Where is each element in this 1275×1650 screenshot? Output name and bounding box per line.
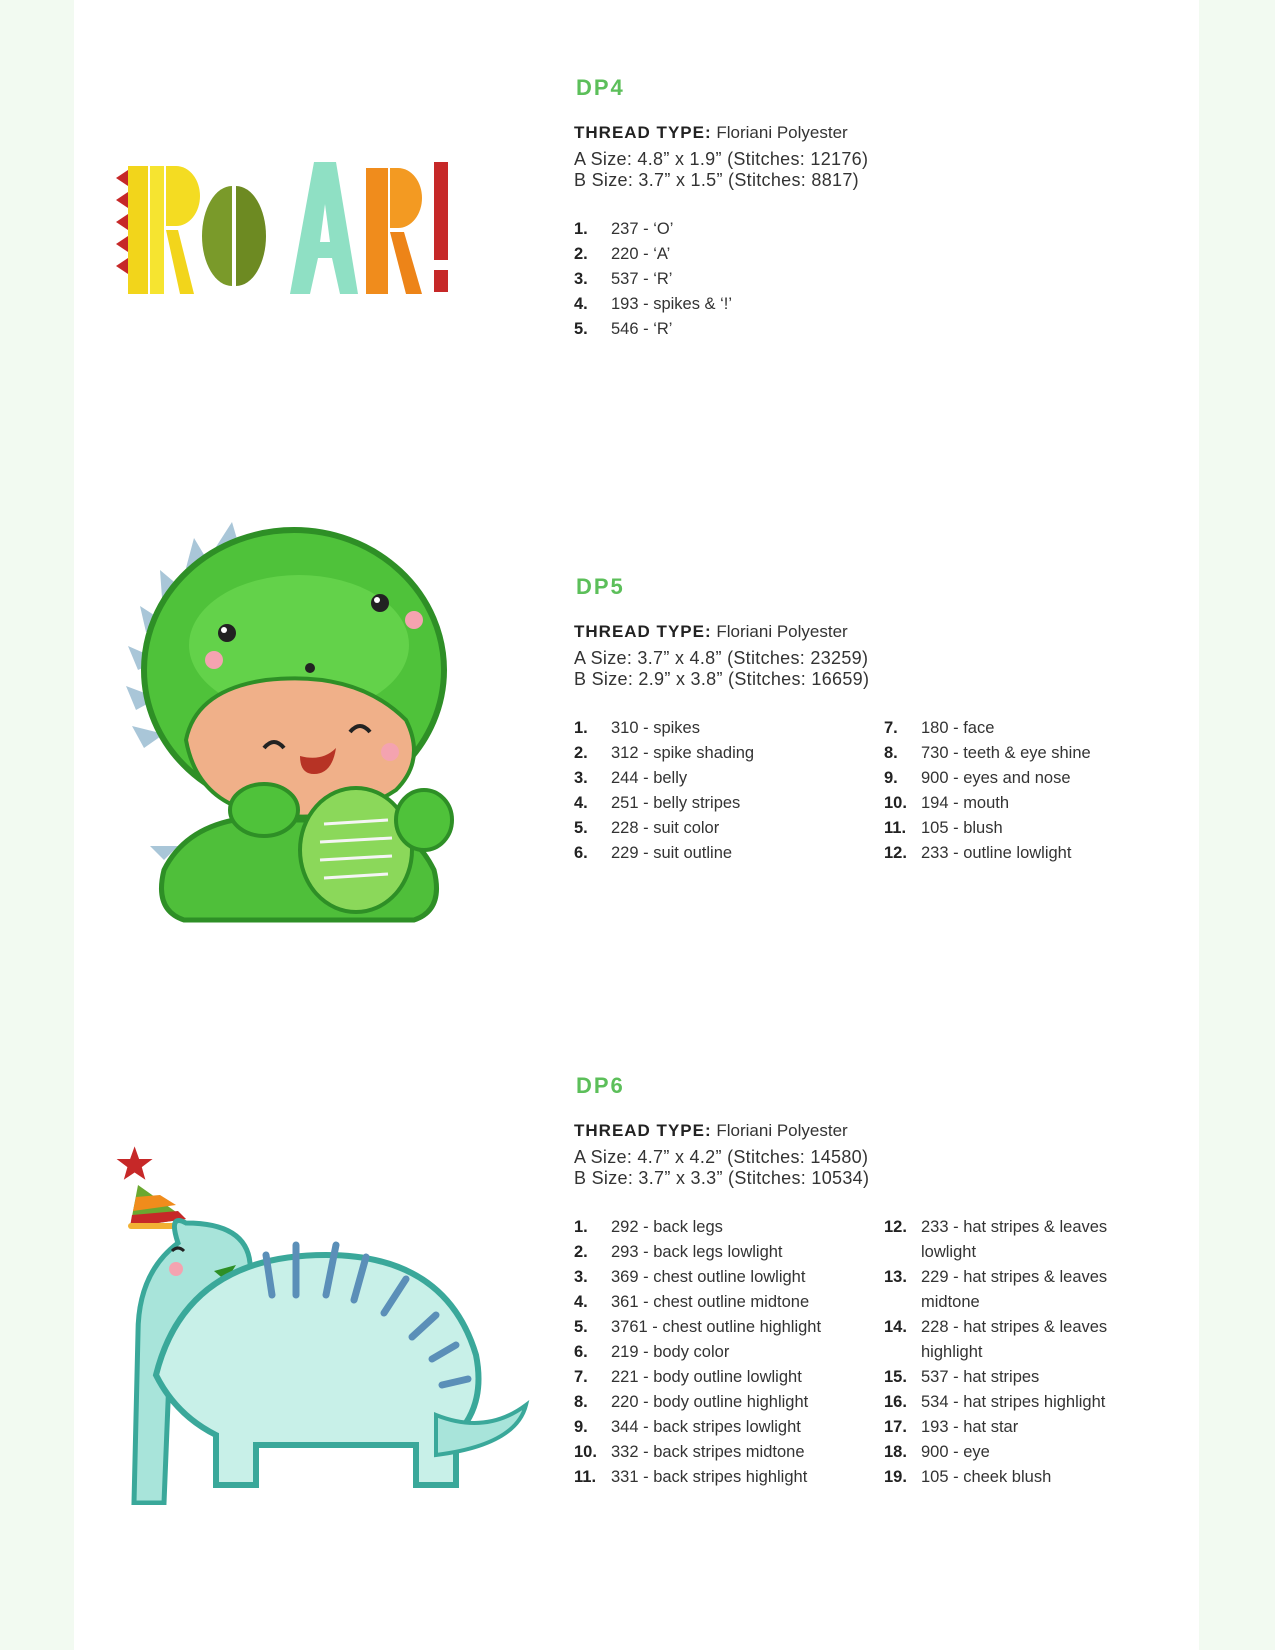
thread-type-label: THREAD TYPE:	[574, 123, 712, 142]
star-icon	[117, 1146, 153, 1179]
exclamation-red	[434, 162, 448, 292]
list-item: 11. 105 - blush	[884, 819, 1003, 837]
list-item: 17. 193 - hat star	[884, 1418, 1019, 1436]
thread-type-value: Floriani Polyester	[716, 622, 848, 641]
list-item: 1. 292 - back legs	[574, 1218, 723, 1236]
list-item: 13. 229 - hat stripes & leaves midtone	[884, 1268, 1108, 1311]
size-a: A Size: 4.8” x 1.9” (Stitches: 12176)	[574, 149, 869, 169]
list-item: 3. 244 - belly	[574, 769, 688, 787]
page	[74, 0, 1199, 1650]
list-item: 9. 900 - eyes and nose	[884, 769, 1071, 787]
thread-type	[574, 123, 884, 143]
list-item: 11. 331 - back stripes highlight	[574, 1468, 808, 1486]
thread-type-value: Floriani Polyester	[716, 123, 848, 142]
list-item: 7. 180 - face	[884, 719, 995, 737]
design-info-dp4	[574, 75, 884, 342]
size-b: B Size: 2.9” x 3.8” (Stitches: 16659)	[574, 669, 870, 689]
list-item: 4. 193 - spikes & ‘!’	[574, 295, 733, 313]
list-item: 2. 293 - back legs lowlight	[574, 1243, 783, 1261]
thread-color-list	[574, 1215, 884, 1490]
list-item: 5. 228 - suit color	[574, 819, 720, 837]
list-item: 12. 233 - hat stripes & leaves lowlight	[884, 1218, 1108, 1261]
list-item: 3. 537 - ‘R’	[574, 270, 673, 288]
letter-o-green	[202, 186, 266, 286]
roar-embroidery-image	[114, 158, 464, 298]
letter-a-mint	[290, 162, 358, 294]
list-item: 10. 332 - back stripes midtone	[574, 1443, 805, 1461]
thread-type	[574, 622, 1124, 642]
size-b: B Size: 3.7” x 3.3” (Stitches: 10534)	[574, 1168, 870, 1188]
spikes-shape	[116, 170, 128, 274]
list-item: 5. 546 - ‘R’	[574, 320, 673, 338]
thread-type-value: Floriani Polyester	[716, 1121, 848, 1140]
list-item: 12. 233 - outline lowlight	[884, 844, 1072, 862]
list-item: 1. 237 - ‘O’	[574, 220, 674, 238]
list-item: 19. 105 - cheek blush	[884, 1468, 1052, 1486]
list-item: 15. 537 - hat stripes	[884, 1368, 1040, 1386]
list-item: 6. 229 - suit outline	[574, 844, 733, 862]
design-info-dp6	[574, 1073, 1124, 1490]
list-item: 4. 251 - belly stripes	[574, 794, 741, 812]
list-item: 16. 534 - hat stripes highlight	[884, 1393, 1106, 1411]
design-code: DP6	[576, 1073, 625, 1098]
thread-type	[574, 1121, 1124, 1141]
thread-color-lists	[574, 1215, 1124, 1490]
party-dino-image	[116, 1145, 536, 1505]
design-info-dp5	[574, 574, 1124, 866]
list-item: 8. 730 - teeth & eye shine	[884, 744, 1091, 762]
list-item: 1. 310 - spikes	[574, 719, 700, 737]
thread-color-list	[884, 1215, 1124, 1490]
size-a: A Size: 3.7” x 4.8” (Stitches: 23259)	[574, 648, 869, 668]
list-item: 6. 219 - body color	[574, 1343, 730, 1361]
thread-color-list	[884, 716, 1124, 866]
list-item: 3. 369 - chest outline lowlight	[574, 1268, 806, 1286]
baby-dino-costume-image	[124, 520, 464, 930]
design-code: DP4	[576, 75, 625, 100]
thread-color-list	[574, 217, 884, 342]
list-item: 4. 361 - chest outline midtone	[574, 1293, 810, 1311]
design-code: DP5	[576, 574, 625, 599]
thread-color-lists	[574, 217, 884, 342]
list-item: 2. 220 - ‘A’	[574, 245, 671, 263]
list-item: 5. 3761 - chest outline highlight	[574, 1318, 822, 1336]
list-item: 10. 194 - mouth	[884, 794, 1010, 812]
list-item: 8. 220 - body outline highlight	[574, 1393, 809, 1411]
list-item: 7. 221 - body outline lowlight	[574, 1368, 802, 1386]
size-b: B Size: 3.7” x 1.5” (Stitches: 8817)	[574, 170, 859, 190]
list-item: 9. 344 - back stripes lowlight	[574, 1418, 801, 1436]
thread-type-label: THREAD TYPE:	[574, 1121, 712, 1140]
thread-color-list	[574, 716, 884, 866]
thread-color-lists	[574, 716, 1124, 866]
list-item: 14. 228 - hat stripes & leaves highlight	[884, 1318, 1108, 1361]
letter-r-orange	[366, 168, 422, 294]
size-a: A Size: 4.7” x 4.2” (Stitches: 14580)	[574, 1147, 869, 1167]
list-item: 18. 900 - eye	[884, 1443, 990, 1461]
thread-type-label: THREAD TYPE:	[574, 622, 712, 641]
letter-r-yellow	[128, 166, 200, 294]
list-item: 2. 312 - spike shading	[574, 744, 755, 762]
